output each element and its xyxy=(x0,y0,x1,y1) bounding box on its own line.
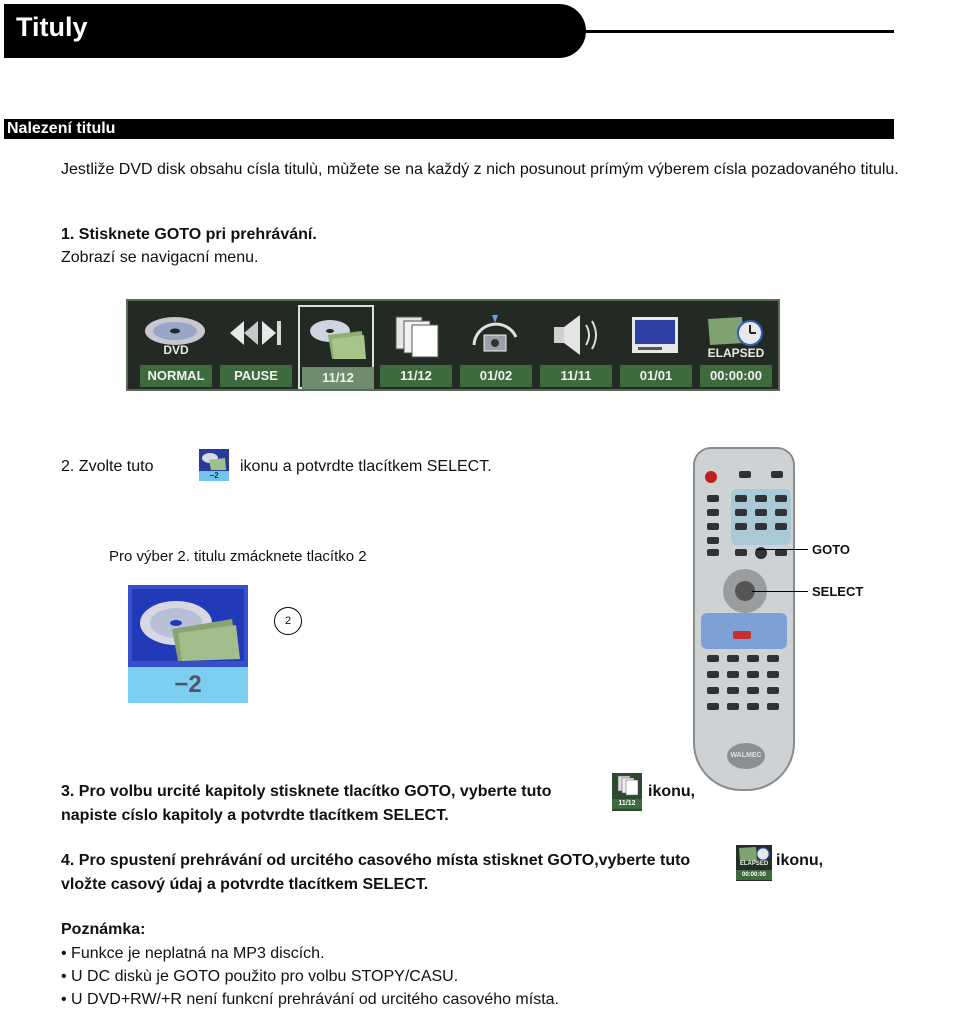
remote-control xyxy=(693,447,795,791)
num-6-button[interactable] xyxy=(775,509,787,516)
section-title: Nalezení titulu xyxy=(7,120,116,137)
playback-arrows-icon xyxy=(222,311,288,359)
remote-button[interactable] xyxy=(775,549,787,556)
nav-item-dvd[interactable] xyxy=(138,305,214,389)
note-item: • U DVD+RW/+R není funkcní prehrávání od urcitého casového místa. xyxy=(61,991,559,1008)
remote-button[interactable] xyxy=(739,471,751,478)
goto-label: GOTO xyxy=(812,542,851,557)
nav-label: 01/02 xyxy=(460,365,532,387)
nav-label: NORMAL xyxy=(140,365,212,387)
chapter-pages-icon xyxy=(382,311,448,359)
page-title: Tituly xyxy=(16,12,88,42)
remote-button[interactable] xyxy=(707,537,719,544)
step2-after: ikonu a potvrdte tlacítkem SELECT. xyxy=(240,458,492,475)
large-icon-label: −2 xyxy=(128,667,248,703)
nav-item-playback[interactable] xyxy=(218,305,294,389)
camera-angle-icon xyxy=(462,311,528,359)
elapsed-icon-top: ELAPSED xyxy=(739,861,769,867)
title-folder-icon-large xyxy=(128,585,248,703)
title-folder-glyph-large xyxy=(128,585,248,665)
step1-title: 1. Stisknete GOTO pri prehrávání. xyxy=(61,226,317,243)
brand-logo: WALMEC xyxy=(727,743,765,769)
header-rule xyxy=(586,30,894,33)
step4-line1: 4. Pro spustení prehrávání od urcitého casového místa stisknet GOTO,vyberte tuto xyxy=(61,852,691,869)
select-leader-line xyxy=(752,591,808,592)
nav-item-time[interactable] xyxy=(698,305,774,389)
small-icon-label: −2 xyxy=(199,471,229,481)
step3-line1-end: ikonu, xyxy=(648,783,696,800)
remote-button[interactable] xyxy=(707,523,719,530)
remote-button[interactable] xyxy=(707,671,719,678)
note-title: Poznámka: xyxy=(61,921,146,938)
nav-top-label: DVD xyxy=(163,343,189,357)
chapter-icon-label: 11/12 xyxy=(612,799,642,809)
step3-line2: napiste císlo kapitoly a potvrdte tlacítkem SELECT. xyxy=(61,807,449,824)
step3-line1: 3. Pro volbu urcité kapitoly stisknete tlacítko GOTO, vyberte tuto xyxy=(61,783,552,800)
nav-label: 11/12 xyxy=(380,365,452,387)
remote-button[interactable] xyxy=(767,687,779,694)
num-1-button[interactable] xyxy=(735,495,747,502)
note-item: • Funkce je neplatná na MP3 discích. xyxy=(61,945,325,962)
header-bar xyxy=(4,4,586,58)
number-2-button-callout: 2 xyxy=(274,607,302,635)
navigation-menu xyxy=(126,299,780,391)
audio-speaker-icon xyxy=(542,311,608,359)
remote-button[interactable] xyxy=(771,471,783,478)
nav-item-subtitle[interactable] xyxy=(618,305,694,389)
remote-button[interactable] xyxy=(707,509,719,516)
remote-button[interactable] xyxy=(707,549,719,556)
remote-button[interactable] xyxy=(767,655,779,662)
select-label: SELECT xyxy=(812,584,864,599)
remote-button[interactable] xyxy=(727,687,739,694)
remote-button[interactable] xyxy=(727,703,739,710)
num-3-button[interactable] xyxy=(775,495,787,502)
nav-label: PAUSE xyxy=(220,365,292,387)
title-folder-icon-small xyxy=(199,449,229,481)
step4-line1-end: ikonu, xyxy=(776,852,824,869)
hint-text: Pro výber 2. titulu zmácknete tlacítko 2 xyxy=(109,548,367,565)
nav-item-angle[interactable] xyxy=(458,305,534,389)
nav-label: 00:00:00 xyxy=(700,365,772,387)
num-2-button[interactable] xyxy=(755,495,767,502)
nav-item-title[interactable] xyxy=(298,305,374,389)
num-9-button[interactable] xyxy=(775,523,787,530)
subtitle-screen-icon xyxy=(622,311,688,359)
remote-button[interactable] xyxy=(707,655,719,662)
elapsed-icon-small xyxy=(736,845,772,881)
nav-item-audio[interactable] xyxy=(538,305,614,389)
remote-button[interactable] xyxy=(747,655,759,662)
nav-top-label: ELAPSED xyxy=(707,346,765,360)
section-bar xyxy=(4,119,894,139)
chapter-pages-glyph xyxy=(612,773,642,797)
num-5-button[interactable] xyxy=(755,509,767,516)
nav-item-chapter[interactable] xyxy=(378,305,454,389)
step4-line2: vložte casový údaj a potvrdte tlacítkem SELECT. xyxy=(61,876,429,893)
chapter-icon-small xyxy=(612,773,642,811)
remote-button[interactable] xyxy=(727,655,739,662)
num-8-button[interactable] xyxy=(755,523,767,530)
title-folder-glyph xyxy=(199,449,229,471)
remote-button[interactable] xyxy=(707,687,719,694)
step2-before: 2. Zvolte tuto xyxy=(61,458,154,475)
step1-sub: Zobrazí se navigacní menu. xyxy=(61,249,259,266)
goto-leader-line xyxy=(756,549,808,550)
elapsed-icon-label: 00:00:00 xyxy=(736,870,772,880)
remote-button[interactable] xyxy=(707,495,719,502)
num-4-button[interactable] xyxy=(735,509,747,516)
remote-button[interactable] xyxy=(767,671,779,678)
remote-button[interactable] xyxy=(707,703,719,710)
title-folder-icon xyxy=(304,313,370,361)
record-button[interactable] xyxy=(733,631,751,639)
note-item: • U DC diskù je GOTO použito pro volbu STOPY/CASU. xyxy=(61,968,459,985)
num-7-button[interactable] xyxy=(735,523,747,530)
remote-button[interactable] xyxy=(767,703,779,710)
nav-label: 11/12 xyxy=(302,367,374,389)
remote-button[interactable] xyxy=(727,671,739,678)
power-button[interactable] xyxy=(705,471,717,483)
remote-button[interactable] xyxy=(747,687,759,694)
remote-button[interactable] xyxy=(735,549,747,556)
remote-button[interactable] xyxy=(747,703,759,710)
intro-text: Jestliže DVD disk obsahu císla titulù, mùžete se na každý z nich posunout prímým výberem císla pozadovaného titulu. xyxy=(61,161,899,178)
nav-label: 11/11 xyxy=(540,365,612,387)
nav-label: 01/01 xyxy=(620,365,692,387)
remote-button[interactable] xyxy=(747,671,759,678)
